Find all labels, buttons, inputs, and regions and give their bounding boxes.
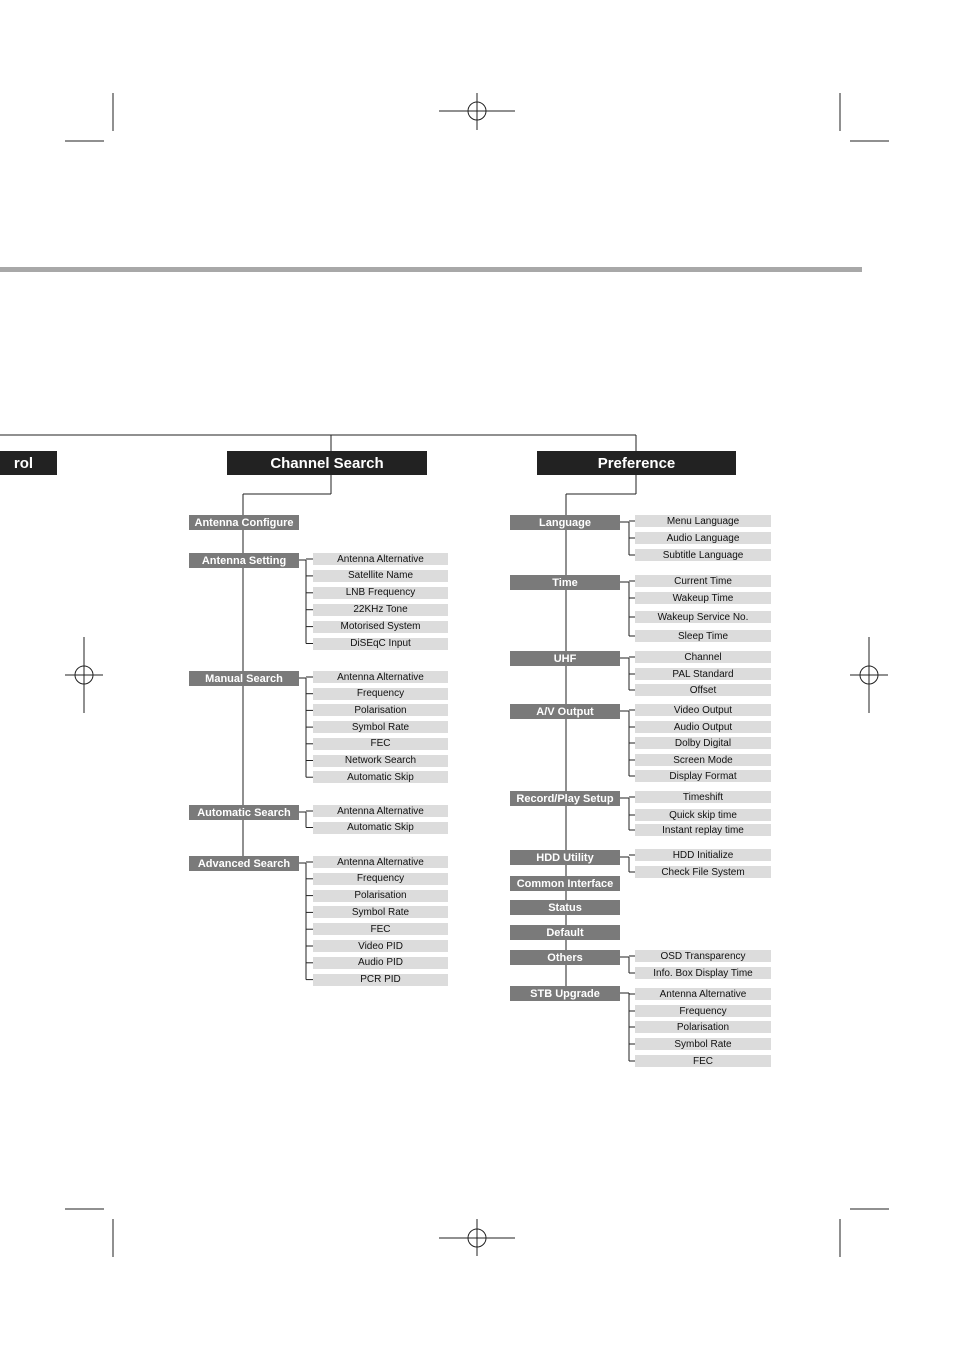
category-a-v-output: A/V Output	[510, 704, 620, 719]
option-stb-upgrade-symbol-rate: Symbol Rate	[635, 1038, 771, 1050]
option-manual-search-frequency: Frequency	[313, 688, 448, 700]
option-antenna-setting-lnb-frequency: LNB Frequency	[313, 587, 448, 599]
category-language: Language	[510, 515, 620, 530]
option-a-v-output-audio-output: Audio Output	[635, 721, 771, 733]
option-record-play-setup-instant-replay-time: Instant replay time	[635, 824, 771, 836]
header-control: rol	[0, 451, 57, 475]
category-others: Others	[510, 950, 620, 965]
option-hdd-utility-hdd-initialize: HDD Initialize	[635, 849, 771, 861]
option-others-info-box-display-time: Info. Box Display Time	[635, 967, 771, 979]
option-manual-search-polarisation: Polarisation	[313, 704, 448, 716]
option-uhf-offset: Offset	[635, 684, 771, 696]
option-stb-upgrade-antenna-alternative: Antenna Alternative	[635, 988, 771, 1000]
option-manual-search-symbol-rate: Symbol Rate	[313, 721, 448, 733]
option-a-v-output-dolby-digital: Dolby Digital	[635, 737, 771, 749]
option-advanced-search-antenna-alternative: Antenna Alternative	[313, 856, 448, 868]
category-manual-search: Manual Search	[189, 671, 299, 686]
option-a-v-output-screen-mode: Screen Mode	[635, 754, 771, 766]
option-record-play-setup-quick-skip-time: Quick skip time	[635, 809, 771, 821]
option-time-sleep-time: Sleep Time	[635, 630, 771, 642]
option-language-audio-language: Audio Language	[635, 532, 771, 544]
category-hdd-utility: HDD Utility	[510, 850, 620, 865]
category-antenna-configure: Antenna Configure	[189, 515, 299, 530]
category-default: Default	[510, 925, 620, 940]
category-common-interface: Common Interface	[510, 876, 620, 891]
option-language-subtitle-language: Subtitle Language	[635, 549, 771, 561]
option-antenna-setting-satellite-name: Satellite Name	[313, 570, 448, 582]
option-advanced-search-polarisation: Polarisation	[313, 890, 448, 902]
registration-mark-right	[850, 637, 888, 713]
option-manual-search-automatic-skip: Automatic Skip	[313, 771, 448, 783]
option-uhf-channel: Channel	[635, 651, 771, 663]
option-advanced-search-fec: FEC	[313, 923, 448, 935]
category-advanced-search: Advanced Search	[189, 856, 299, 871]
option-automatic-search-automatic-skip: Automatic Skip	[313, 822, 448, 834]
option-manual-search-fec: FEC	[313, 738, 448, 750]
category-antenna-setting: Antenna Setting	[189, 553, 299, 568]
option-manual-search-antenna-alternative: Antenna Alternative	[313, 671, 448, 683]
category-stb-upgrade: STB Upgrade	[510, 986, 620, 1001]
registration-mark-top	[439, 93, 515, 130]
top-rule	[0, 267, 862, 272]
header-preference: Preference	[537, 451, 736, 475]
option-advanced-search-audio-pid: Audio PID	[313, 957, 448, 969]
option-manual-search-network-search: Network Search	[313, 755, 448, 767]
option-antenna-setting-diseqc-input: DiSEqC Input	[313, 638, 448, 650]
option-hdd-utility-check-file-system: Check File System	[635, 866, 771, 878]
option-antenna-setting-motorised-system: Motorised System	[313, 621, 448, 633]
option-automatic-search-antenna-alternative: Antenna Alternative	[313, 805, 448, 817]
option-stb-upgrade-polarisation: Polarisation	[635, 1021, 771, 1033]
option-advanced-search-pcr-pid: PCR PID	[313, 974, 448, 986]
registration-mark-left	[65, 637, 103, 713]
option-antenna-setting-antenna-alternative: Antenna Alternative	[313, 553, 448, 565]
option-stb-upgrade-frequency: Frequency	[635, 1005, 771, 1017]
option-others-osd-transparency: OSD Transparency	[635, 950, 771, 962]
option-time-wakeup-service-no: Wakeup Service No.	[635, 611, 771, 623]
option-advanced-search-video-pid: Video PID	[313, 940, 448, 952]
option-advanced-search-symbol-rate: Symbol Rate	[313, 906, 448, 918]
option-advanced-search-frequency: Frequency	[313, 873, 448, 885]
option-record-play-setup-timeshift: Timeshift	[635, 791, 771, 803]
category-status: Status	[510, 900, 620, 915]
option-stb-upgrade-fec: FEC	[635, 1055, 771, 1067]
option-a-v-output-video-output: Video Output	[635, 704, 771, 716]
header-channel-search: Channel Search	[227, 451, 427, 475]
category-time: Time	[510, 575, 620, 590]
registration-mark-bottom	[439, 1219, 515, 1256]
category-automatic-search: Automatic Search	[189, 805, 299, 820]
category-uhf: UHF	[510, 651, 620, 666]
option-time-current-time: Current Time	[635, 575, 771, 587]
option-a-v-output-display-format: Display Format	[635, 770, 771, 782]
option-uhf-pal-standard: PAL Standard	[635, 668, 771, 680]
option-antenna-setting-22khz-tone: 22KHz Tone	[313, 604, 448, 616]
category-record-play-setup: Record/Play Setup	[510, 791, 620, 806]
option-language-menu-language: Menu Language	[635, 515, 771, 527]
option-time-wakeup-time: Wakeup Time	[635, 592, 771, 604]
